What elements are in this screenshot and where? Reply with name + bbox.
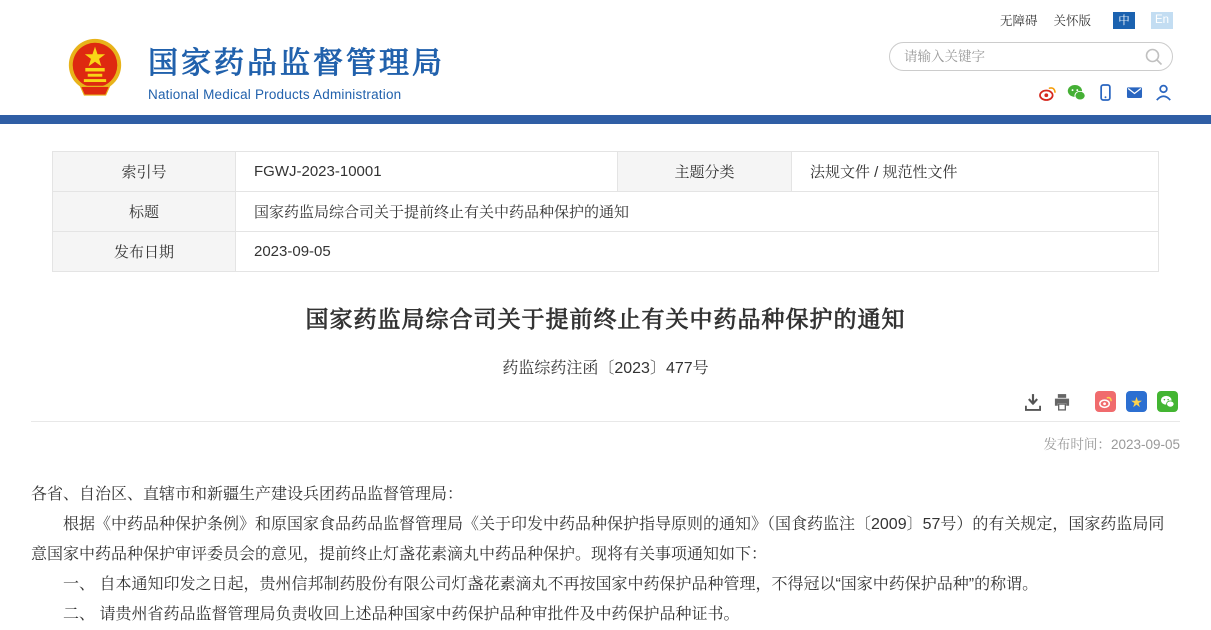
weibo-icon[interactable]	[1038, 83, 1057, 102]
share-qzone-icon[interactable]: ★	[1126, 391, 1147, 412]
header-right	[889, 36, 1173, 102]
publish-time-label: 发布时间：	[1043, 437, 1111, 452]
body-paragraph-item-2: 二、 请贵州省药品监督管理局负责收回上述品种国家中药保护品种审批件及中药保护品种证书。	[63, 606, 740, 623]
header-social-icons	[889, 83, 1173, 102]
salutation-paragraph: 各省、自治区、直辖市和新疆生产建设兵团药品监督管理局：	[31, 486, 464, 503]
lang-zh-button[interactable]: 中	[1113, 12, 1135, 29]
content-area	[0, 151, 1211, 630]
lang-en-button[interactable]: En	[1151, 12, 1173, 29]
meta-value-pubdate: 2023-09-05	[236, 232, 1159, 272]
mail-icon[interactable]	[1125, 83, 1144, 102]
topbar	[0, 0, 1211, 30]
publish-time	[31, 433, 1180, 453]
user-icon[interactable]	[1154, 83, 1173, 102]
print-icon[interactable]	[1052, 392, 1072, 412]
brand-text	[148, 38, 445, 102]
mobile-icon[interactable]	[1096, 83, 1115, 102]
meta-value-title: 国家药监局综合司关于提前终止有关中药品种保护的通知	[236, 192, 1159, 232]
share-weibo-icon[interactable]	[1095, 391, 1116, 412]
national-emblem-icon	[64, 36, 126, 103]
meta-label-title: 标题	[53, 192, 236, 232]
article-action-bar	[31, 391, 1180, 412]
article-body	[31, 480, 1180, 630]
title-divider	[31, 421, 1180, 422]
accessibility-link[interactable]: 无障碍	[999, 14, 1038, 28]
search-icon[interactable]	[1144, 47, 1164, 72]
body-paragraph-item-1: 一、 自本通知印发之日起，贵州信邦制药股份有限公司灯盏花素滴丸不再按国家中药保护品种管理，不得冠以“国家中药保护品种”的称谓。	[63, 576, 1039, 593]
meta-value-index: FGWJ-2023-10001	[236, 152, 618, 192]
site-title-zh: 国家药品监督管理局	[148, 46, 445, 80]
search-input[interactable]	[904, 43, 1134, 70]
meta-label-index: 索引号	[53, 152, 236, 192]
body-paragraph: 根据《中药品种保护条例》和原国家食品药品监督管理局《关于印发中药品种保护指导原则的通知》（国食药监注〔2009〕57号）的有关规定，国家药监局同意国家中药品种保护审评委员会的意见，提前终止灯盏花素滴丸中药品种保护。现将有关事项通知如下：	[31, 516, 1165, 563]
header-divider-bar	[0, 115, 1211, 124]
share-wechat-icon[interactable]	[1157, 391, 1178, 412]
wechat-icon[interactable]	[1067, 83, 1086, 102]
site-logo[interactable]	[64, 36, 445, 103]
site-title-en: National Medical Products Administration	[148, 86, 402, 102]
download-icon[interactable]	[1023, 392, 1043, 412]
search-box	[889, 42, 1173, 71]
table-row	[53, 152, 1159, 192]
publish-time-value: 2023-09-05	[1110, 437, 1180, 452]
table-row	[53, 192, 1159, 232]
site-header	[0, 30, 1211, 115]
article-title: 国家药监局综合司关于提前终止有关中药品种保护的通知	[305, 306, 906, 332]
document-number: 药监综药注函〔2023〕477号	[502, 360, 709, 377]
care-version-link[interactable]: 关怀版	[1053, 14, 1091, 28]
meta-label-pubdate: 发布日期	[53, 232, 236, 272]
table-row	[53, 232, 1159, 272]
meta-label-category: 主题分类	[618, 152, 792, 192]
document-meta-table	[52, 151, 1159, 272]
meta-value-category: 法规文件 / 规范性文件	[792, 152, 1159, 192]
